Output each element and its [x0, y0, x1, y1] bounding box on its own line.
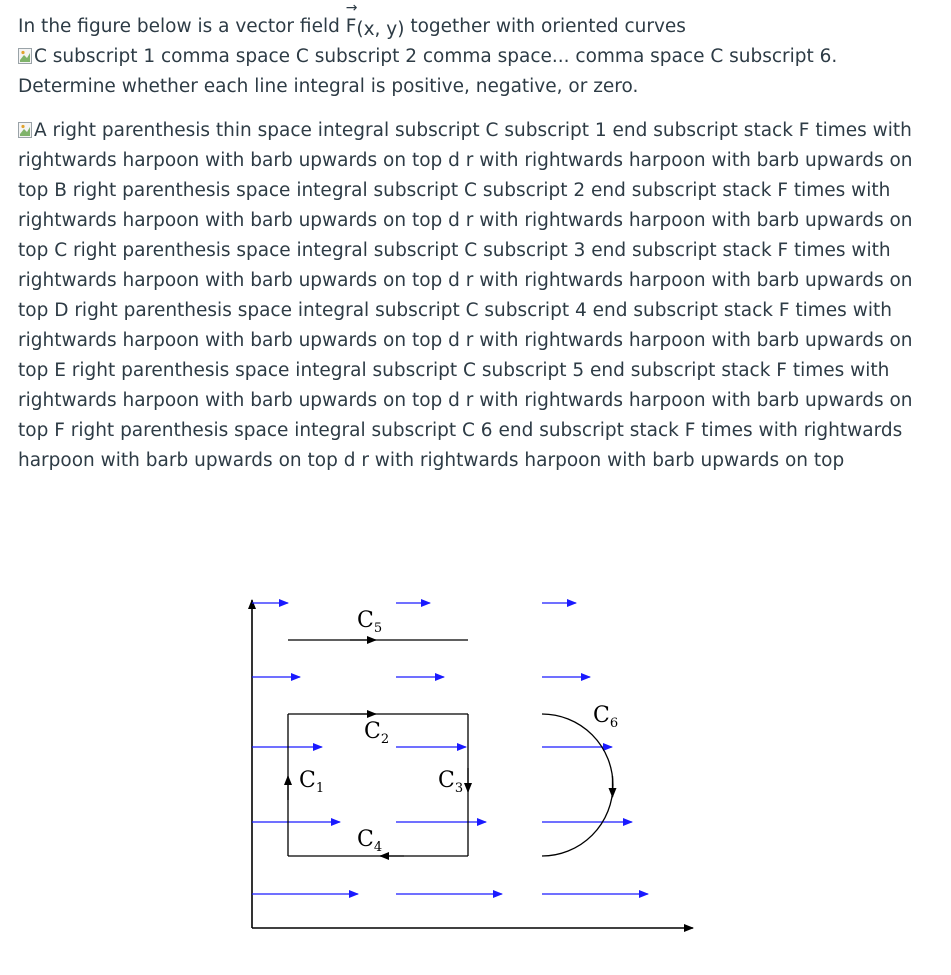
label-c5: $C_5$ [357, 608, 383, 636]
broken-image-icon [18, 48, 32, 64]
vector-field-args: (x, y) [356, 19, 405, 40]
axes [252, 600, 693, 928]
question-intro [18, 0, 938, 102]
label-c4: $C_4$ [357, 827, 383, 855]
integrals-list [18, 116, 938, 476]
curve-labels [299, 608, 618, 855]
vector-field-arrows [252, 603, 648, 894]
intro-text-1: In the figure below is a vector field [18, 16, 346, 37]
intro-text-2: together with oriented curves [404, 16, 686, 37]
curves-alt-text: C subscript 1 comma space C subscript 2 comma space... comma space C subscript 6. [34, 46, 838, 67]
intro-text-3: Determine whether each line integral is positive, negative, or zero. [18, 76, 639, 97]
vector-field-notation [345, 0, 405, 40]
curve-c6 [542, 714, 613, 856]
label-c2: $C_2$ [364, 719, 390, 747]
integrals-alt-text: A right parenthesis thin space integral subscript C subscript 1 end subscript stack F times with rightwards harpoon with barb upwards on top d r with rightwards harpoon with barb upwards on top B right parenthesis space integral subscript C subscript 2 end subscript stack F times with rightwards harpoon with barb upwards on top d r with rightwards harpoon with barb upwards on top C right parenthesis space integral subscript C subscript 3 end subscript stack F times with rightwards harpoon with barb upwards on top d r with rightwards harpoon with barb upwards on top D right parenthesis space integral subscript C subscript 4 end subscript stack F times with rightwards harpoon with barb upwards on top d r with rightwards harpoon with barb upwards on top E right parenthesis space integral subscript C subscript 5 end subscript stack F times with rightwards harpoon with barb upwards on top d r with rightwards harpoon with barb upwards on top F right parenthesis space integral subscript C 6 end subscript stack F times with rightwards harpoon with barb upwards on top d r with rightwards harpoon with barb upwards on top [18, 120, 913, 471]
broken-image-icon [18, 122, 32, 138]
label-c1: $C_1$ [299, 768, 325, 796]
label-c6: $C_6$ [593, 703, 619, 731]
vector-f-letter: F [345, 16, 357, 37]
vector-arrow-icon: → [345, 0, 358, 16]
label-c3: $C_3$ [438, 768, 464, 796]
question-text [18, 0, 938, 490]
oriented-curves [288, 640, 613, 856]
vector-f [345, 0, 358, 42]
